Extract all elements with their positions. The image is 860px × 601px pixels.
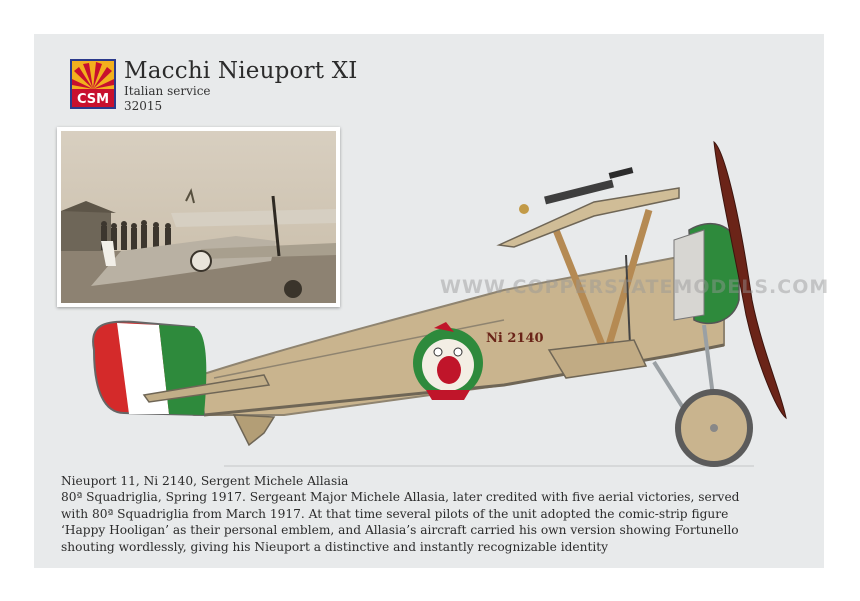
caption-line: ‘Happy Hooligan’ as their personal emblem, and Allasia’s aircraft carried his own version showing Fortunello — [61, 523, 739, 538]
caption — [61, 473, 781, 555]
watermark: WWW.COPPERSTATEMODELS.COM — [440, 276, 830, 298]
aircraft-serial: Ni 2140 — [486, 331, 544, 346]
kit-code: 32015 — [124, 99, 163, 113]
page-subtitle: Italian service — [124, 84, 211, 98]
caption-line: shouting wordlessly, giving his Nieuport a distinctive and instantly recognizable identity — [61, 539, 609, 554]
logo-text: CSM — [76, 92, 110, 107]
caption-line: Nieuport 11, Ni 2140, Sergent Michele Allasia — [61, 474, 349, 488]
title-block — [124, 58, 358, 114]
caption-line: 80ª Squadriglia, Spring 1917. Sergeant Major Michele Allasia, later credited with five aerial victories, served — [61, 490, 740, 505]
page-title: Macchi Nieuport XI — [124, 58, 358, 84]
aircraft-profile — [34, 130, 824, 475]
caption-line: with 80ª Squadriglia from March 1917. At that time several pilots of the unit adopted the comic-strip figure — [61, 506, 729, 521]
csm-logo — [70, 59, 116, 109]
